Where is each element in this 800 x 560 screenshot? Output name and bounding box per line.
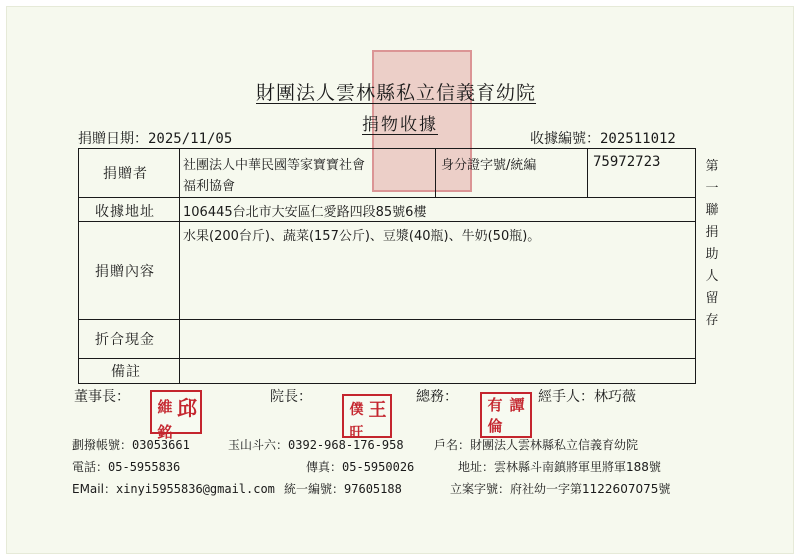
tax-id-value: 97605188: [344, 482, 402, 496]
receipt-number: [530, 128, 676, 148]
handler: [538, 386, 636, 406]
postal-account-value: 03053661: [132, 438, 190, 452]
tax-id: [284, 480, 402, 497]
yushan-account: [228, 436, 404, 453]
donor-label: 捐贈者: [103, 166, 148, 182]
postal-account: [72, 436, 190, 453]
donation-content-label: 捐贈內容: [95, 264, 155, 280]
donation-content-value: 水果(200台斤)、蔬菜(157公斤)、豆漿(40瓶)、牛奶(50瓶)。: [183, 229, 541, 244]
email-value: xinyi5955836@gmail.com: [115, 482, 275, 496]
director-seal-char: 王: [368, 400, 387, 421]
document-title: 捐物收據: [362, 115, 438, 135]
id-number-label: 身分證字號/統編: [441, 158, 537, 173]
org-address-label: 地址：: [458, 460, 495, 474]
yushan-account-value: 0392-968-176-958: [288, 438, 404, 452]
organization-title: 財團法人雲林縣私立信義育幼院: [256, 82, 537, 104]
donor-value-line2: 福利協會: [183, 179, 236, 194]
phone-value: 05-5955836: [108, 460, 181, 474]
license-number-label: 立案字號：: [450, 482, 511, 496]
address-value: 106445台北市大安區仁愛路四段85號6樓: [183, 205, 427, 220]
account-name-label: 戶名：: [434, 438, 471, 452]
handler-value: 林巧薇: [594, 389, 636, 405]
remarks-label: 備註: [111, 364, 141, 380]
chairman-seal: [150, 390, 202, 441]
receipt-number-label: 收據編號：: [530, 131, 600, 147]
postal-account-label: 劃撥帳號：: [72, 438, 133, 452]
address-label: 收據地址: [95, 204, 155, 220]
phone: [72, 458, 180, 475]
org-address-value: 雲林縣斗南鎮將軍里將軍188號: [494, 460, 661, 474]
tax-id-label: 統一編號：: [284, 482, 345, 496]
general-affairs-label: 總務：: [416, 389, 458, 405]
email-label: EMail：: [72, 482, 116, 496]
donation-date-value: 2025/11/05: [148, 131, 233, 147]
fax: [306, 458, 414, 475]
cash-equivalent-label: 折合現金: [95, 332, 155, 348]
director-seal: [342, 394, 392, 441]
director-seal-char: 旺: [349, 425, 364, 441]
id-number-value: 75972723: [593, 154, 661, 170]
account-name-value: 財團法人雲林縣私立信義育幼院: [470, 438, 639, 452]
fax-label: 傳真：: [306, 460, 343, 474]
receipt-paper: [6, 6, 794, 554]
phone-label: 電話：: [72, 460, 109, 474]
email: [72, 480, 275, 497]
fax-value: 05-5950026: [342, 460, 415, 474]
donor-value-line1: 社團法人中華民國等家寶寶社會: [183, 158, 366, 173]
general-affairs-seal-char: 倫: [487, 417, 503, 435]
chairman-seal-char: 邱: [177, 396, 197, 420]
yushan-account-label: 玉山斗六：: [228, 438, 289, 452]
receipt-number-value: 202511012: [600, 131, 676, 147]
general-affairs-seal-char: 譚: [509, 396, 525, 414]
handler-label: 經手人：: [538, 389, 594, 405]
director-label: 院長：: [270, 389, 312, 405]
account-name: [434, 436, 638, 453]
general-affairs-seal: [480, 392, 532, 438]
donation-date: [78, 128, 232, 148]
receipt-table: [78, 148, 696, 384]
chairman-label: 董事長：: [74, 389, 130, 405]
copy-note: 第一聯捐助人留存: [705, 159, 719, 328]
org-address: [458, 458, 661, 475]
general-affairs-seal-char: 有: [487, 396, 503, 414]
donation-date-label: 捐贈日期：: [78, 131, 148, 147]
license-number: [450, 480, 670, 497]
chairman-seal-char: 銘: [157, 423, 173, 441]
director-seal-char: 僕: [349, 402, 364, 418]
license-number-value: 府社幼一字第1122607075號: [510, 482, 671, 496]
chairman-seal-char: 維: [157, 398, 173, 416]
